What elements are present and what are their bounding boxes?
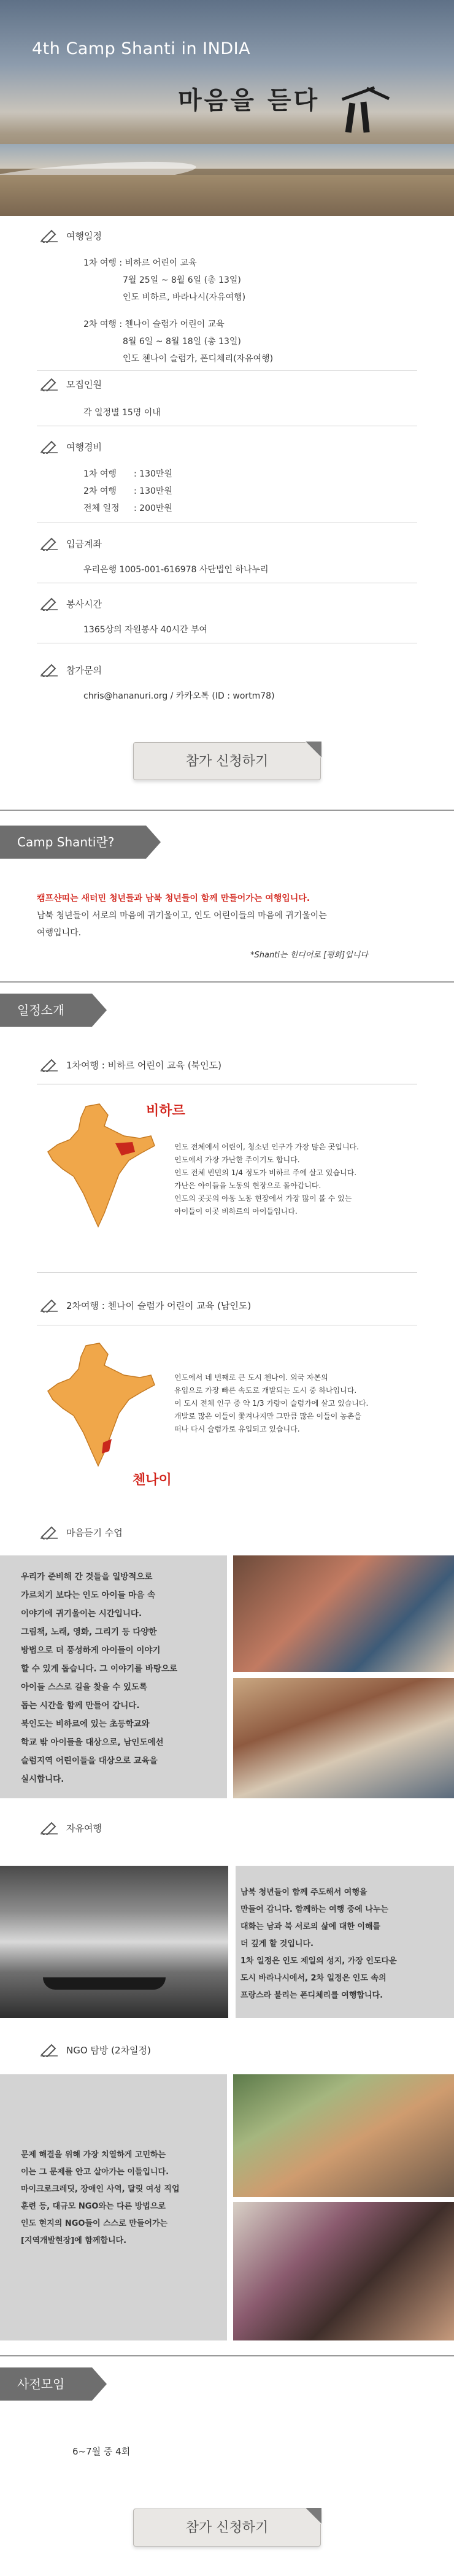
description-line: 1차 일정은 인도 제일의 성지, 가장 인도다운 [240,1957,397,1966]
photo-children-drawing [233,1678,454,1798]
hero-person-figure [345,103,356,133]
section-title-account: 입금계좌 [66,539,102,550]
cost-value: : 130만원 [134,486,172,496]
trip2-description [174,1371,420,1436]
schedule-trip2-places: 인도 첸나이 슬럼가, 폰디체리(자유여행) [123,354,274,364]
hero-raised-arms [366,87,390,100]
listen-title: 마음듣기 수업 [66,1527,123,1538]
pencil-icon [39,1526,60,1539]
description-line: 우리가 준비해 간 것들을 일방적으로 [21,1572,153,1582]
cost-label: 1차 여행 [83,469,117,479]
trip1-description [174,1141,420,1218]
pencil-icon [39,537,60,551]
description-line: 슬럼지역 어린이들을 대상으로 교육을 [21,1756,158,1766]
about-banner: Camp Shanti란? [0,826,146,859]
apply-button[interactable] [133,2509,321,2547]
section-title-cost: 여행경비 [66,442,102,453]
section-divider [0,2355,454,2356]
description-line: 만들어 갑니다. 함께하는 여행 중에 나누는 [240,1905,389,1914]
schedule-trip2-dates: 8월 6일 ~ 8월 18일 (총 13일) [123,337,241,347]
ngo-description [21,2147,223,2250]
description-line: 도시 바라나시에서, 2차 일정은 인도 속의 [240,1974,387,1983]
pencil-icon [39,440,60,454]
description-line: 인도에서 가장 가난한 주이기도 합니다. [174,1156,300,1164]
section-divider [0,981,454,983]
description-line: 가르치기 보다는 인도 아이들 마음 속 [21,1590,156,1600]
description-line: 학교 밖 아이들을 대상으로, 남인도에선 [21,1738,164,1747]
cost-label: 2차 여행 [83,486,117,496]
description-line: 마이크로크레딧, 장애인 사역, 달릿 여성 직업 [21,2185,180,2194]
section-divider [0,810,454,811]
india-map-north [43,1102,160,1230]
description-line: 프랑스라 불리는 폰디체리를 여행합니다. [240,1991,383,2000]
description-line: 남북 청년들이 함께 주도해서 여행을 [240,1888,367,1897]
photo-river-boat [0,1866,228,2018]
schedule-trip1-dates: 7월 25일 ~ 8월 6일 (총 13일) [123,275,241,285]
schedule-trip1-places: 인도 비하르, 바라나시(자유여행) [123,293,246,302]
description-line: 북인도는 비하르에 있는 초등학교와 [21,1719,150,1729]
free-travel-title: 자유여행 [66,1823,102,1834]
pre-meeting-text: 6~7월 중 4회 [72,2446,131,2457]
description-line: 실시합니다. [21,1774,64,1784]
description-line: 떠나 다시 슬럼가로 유입되고 있습니다. [174,1425,300,1433]
cost-value: : 130만원 [134,469,172,479]
india-map-south [43,1341,160,1470]
photo-children-class [233,1555,454,1672]
hero-sea [0,144,454,169]
description-line: 인도의 곳곳의 아동 노동 현장에서 가장 많이 볼 수 있는 [174,1194,352,1203]
pencil-icon [39,1059,60,1072]
hero-beach [0,175,454,216]
photo-ngo-gathering [233,2074,454,2197]
section-title-schedule: 여행일정 [66,231,102,242]
description-line: 이야기에 귀기울이는 시간입니다. [21,1609,142,1619]
pencil-icon [39,597,60,611]
description-line: 할 수 있게 돕습니다. 그 이야기를 바탕으로 [21,1664,178,1674]
cost-label: 전체 일정 [83,504,120,513]
pencil-icon [39,229,60,243]
divider [37,1272,417,1273]
apply-button-label: 참가 신청하기 [185,2520,269,2536]
description-line: 이 도시 전체 인구 중 약 1/3 가량이 슬럼가에 살고 있습니다. [174,1399,369,1408]
about-line: 남북 청년들이 서로의 마음에 귀기울이고, 인도 어린이들의 마음에 귀기울이는 [37,911,327,921]
trip1-title: 1차여행 : 비하르 어린이 교육 (북인도) [66,1060,222,1071]
about-line-highlight: 캠프샨띠는 새터민 청년들과 남북 청년들이 함께 만들어가는 여행입니다. [37,894,310,903]
photo-ngo-sewing [233,2202,454,2340]
trip1-map-label: 비하르 [146,1103,185,1119]
pencil-icon [39,1299,60,1313]
divider [37,370,417,371]
cost-value: : 200만원 [134,504,172,513]
page-curl-icon [306,2508,321,2524]
about-note: *Shanti는 힌디어로 [평화]입니다 [250,951,368,960]
hero-subtitle: 마음을 듣다 [178,86,320,115]
hero-title: 4th Camp Shanti in INDIA [32,39,251,58]
schedule-trip1-title: 1차 여행 : 비하르 어린이 교육 [83,258,197,268]
description-line: 더 깊게 할 것입니다. [240,1939,314,1949]
trip2-map-label: 첸나이 [133,1472,172,1488]
description-line: 유입으로 가장 빠른 속도로 개발되는 도시 중 하나입니다. [174,1386,357,1395]
itinerary-banner: 일정소개 [0,994,92,1027]
boat-silhouette [43,1977,166,1990]
description-line: 이는 그 문제를 안고 살아가는 이들입니다. [21,2168,169,2177]
hero-person-figure [360,102,369,133]
schedule-trip2-title: 2차 여행 : 첸나이 슬럼가 어린이 교육 [83,320,225,329]
pre-meeting-banner: 사전모임 [0,2367,92,2401]
description-line: 인도 전체 빈민의 1/4 정도가 비하르 주에 살고 있습니다. [174,1168,357,1177]
section-title-volunteer: 봉사시간 [66,599,102,610]
pencil-icon [39,378,60,391]
description-line: 개발로 많은 이들이 쫓겨나지만 그만큼 많은 이들이 농촌을 [174,1412,361,1420]
description-line: 그림책, 노래, 영화, 그리기 등 다양한 [21,1627,157,1637]
section-title-recruit: 모집인원 [66,379,102,390]
free-travel-description [240,1884,449,2004]
apply-button-label: 참가 신청하기 [185,754,269,769]
hero-banner [0,0,454,216]
description-line: 인도에서 네 번째로 큰 도시 첸나이. 외국 자본의 [174,1373,328,1382]
listen-description [21,1568,223,1788]
description-line: 문제 해결을 위해 가장 치열하게 고민하는 [21,2150,166,2160]
trip2-title: 2차여행 : 첸나이 슬럼가 어린이 교육 (남인도) [66,1300,252,1311]
section-title-contact: 참가문의 [66,665,102,676]
description-line: [지역개발현장]에 함께합니다. [21,2236,127,2245]
description-line: 방법으로 더 풍성하게 아이들이 이야기 [21,1646,161,1655]
ngo-title: NGO 탐방 (2차일정) [66,2045,151,2056]
pencil-icon [39,664,60,677]
recruit-count: 각 일정별 15명 이내 [83,408,161,418]
apply-button[interactable] [133,742,321,780]
description-line: 돕는 시간을 함께 만들어 갑니다. [21,1701,140,1711]
pencil-icon [39,2044,60,2057]
description-line: 가난은 아이들을 노동의 현장으로 몰아갑니다. [174,1181,321,1190]
contact-info: chris@hananuri.org / 카카오톡 (ID : wortm78) [83,691,275,701]
description-line: 대화는 남과 북 서로의 삶에 대한 이해를 [240,1922,381,1931]
description-line: 인도 전체에서 어린이, 청소년 인구가 가장 많은 곳입니다. [174,1143,359,1151]
volunteer-hours: 1365상의 자원봉사 40시간 부여 [83,625,208,635]
about-line: 여행입니다. [37,928,82,938]
description-line: 훈련 등, 대규모 NGO와는 다른 방법으로 [21,2202,166,2211]
bank-account: 우리은행 1005-001-616978 사단법인 하나누리 [83,565,269,575]
page-curl-icon [306,742,321,757]
description-line: 아이들 스스로 길을 찾을 수 있도록 [21,1682,148,1692]
description-line: 인도 현지의 NGO들이 스스로 만들어가는 [21,2219,168,2228]
pencil-icon [39,1822,60,1835]
description-line: 아이들이 이곳 비하르의 아이들입니다. [174,1207,298,1216]
